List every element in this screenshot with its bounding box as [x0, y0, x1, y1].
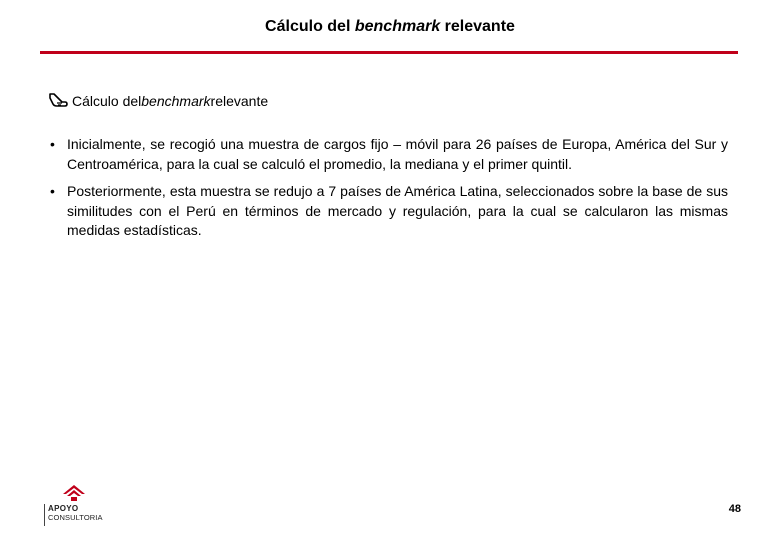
page-title-suffix: relevante — [440, 18, 515, 35]
section-heading-suffix: relevante — [210, 93, 269, 109]
page-title-prefix: Cálculo del — [265, 18, 355, 35]
logo-text-line1: APOYO — [48, 504, 79, 513]
logo-text-line2: CONSULTORIA — [48, 513, 103, 522]
page-title — [0, 18, 780, 36]
bullet-marker: • — [50, 136, 55, 152]
bullet-text: Inicialmente, se recogió una muestra de cargos fijo – móvil para 26 países de Europa, América del Sur y Centroamérica, para la cual se calculó el promedio, la mediana y el primer quintil. — [67, 136, 728, 172]
page-number: 48 — [728, 503, 741, 515]
bullet-item — [48, 182, 728, 241]
bullet-list — [48, 135, 728, 249]
bullet-item — [48, 135, 728, 174]
section-heading — [48, 91, 268, 111]
company-logo — [44, 484, 108, 526]
pointing-hand-icon — [48, 91, 68, 111]
section-heading-prefix: Cálculo del — [72, 93, 142, 109]
page-title-emphasis: benchmark — [354, 18, 441, 35]
logo-divider — [44, 504, 45, 526]
section-heading-emphasis: benchmark — [141, 93, 211, 109]
bullet-marker: • — [50, 183, 55, 199]
title-divider — [40, 51, 738, 54]
apoyo-logo-mark-icon — [62, 484, 86, 502]
bullet-text: Posteriormente, esta muestra se redujo a 7 países de América Latina, seleccionados sobre la base de sus similitudes con el Perú en términos de mercado y regulación, para la cual se calcularon las mismas medidas estadísticas. — [67, 183, 728, 238]
